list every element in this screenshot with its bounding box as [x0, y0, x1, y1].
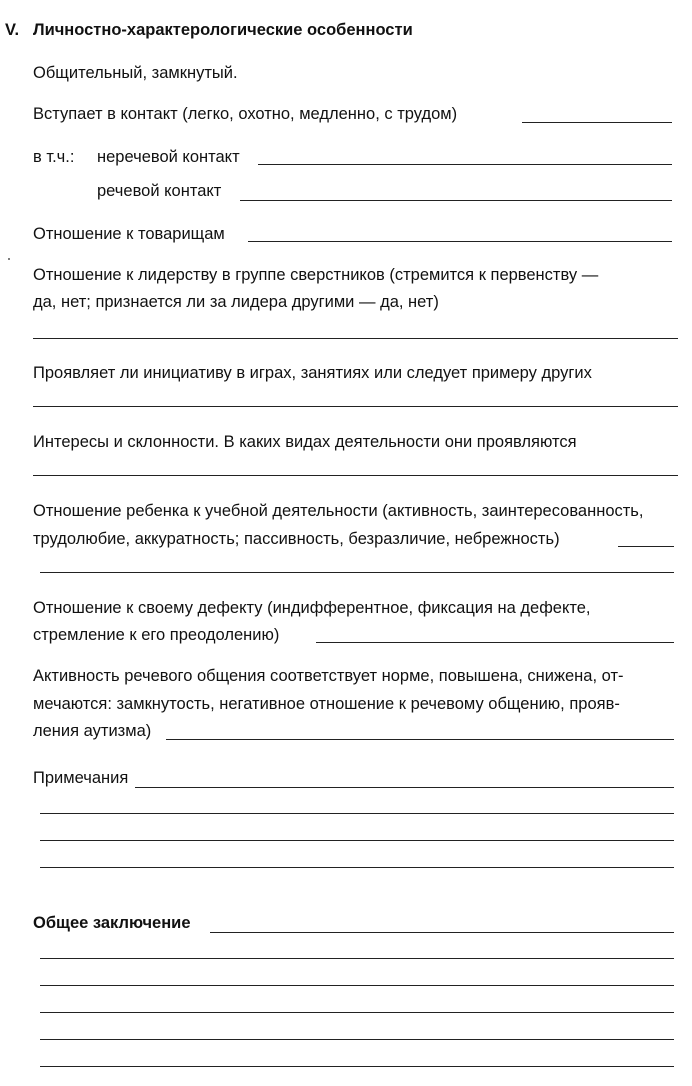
contact-label: Вступает в контакт (легко, охотно, медленно, с трудом) [33, 105, 458, 123]
notes-line-2[interactable] [40, 813, 674, 814]
section-title: Личностно-характерологические особенности [33, 21, 413, 39]
conclusion-line-1[interactable] [210, 932, 674, 933]
contact-prefix: в т.ч.: [33, 148, 75, 166]
defect-text-1: Отношение к своему дефекту (индифферентное, фиксация на дефекте, [33, 599, 591, 617]
conclusion-line-6[interactable] [40, 1066, 674, 1067]
sociability-text: Общительный, замкнутый. [33, 64, 238, 82]
nonverbal-contact-line[interactable] [258, 164, 672, 165]
initiative-label: Проявляет ли инициативу в играх, занятиях или следует примеру других [33, 364, 592, 382]
speech-text-3: ления аутизма) [33, 722, 152, 740]
verbal-contact-label: речевой контакт [97, 182, 222, 200]
speech-text-1: Активность речевого общения соответствует норме, повышена, снижена, от- [33, 667, 624, 685]
conclusion-line-2[interactable] [40, 958, 674, 959]
leadership-line[interactable] [33, 338, 678, 339]
interests-label: Интересы и склонности. В каких видах деятельности они проявляются [33, 433, 577, 451]
peers-line[interactable] [248, 241, 672, 242]
verbal-contact-line[interactable] [240, 200, 672, 201]
leadership-text-1: Отношение к лидерству в группе сверстников (стремится к первенству — [33, 266, 599, 284]
conclusion-line-3[interactable] [40, 985, 674, 986]
peers-label: Отношение к товарищам [33, 225, 225, 243]
defect-text-2: стремление к его преодолению) [33, 626, 280, 644]
notes-line-1[interactable] [135, 787, 674, 788]
section-number: V. [5, 21, 20, 39]
defect-line[interactable] [316, 642, 674, 643]
nonverbal-contact-label: неречевой контакт [97, 148, 240, 166]
conclusion-label: Общее заключение [33, 914, 191, 932]
notes-line-4[interactable] [40, 867, 674, 868]
learning-line-short[interactable] [618, 546, 674, 547]
speech-text-2: мечаются: замкнутость, негативное отношение к речевому общению, прояв- [33, 695, 620, 713]
leadership-text-2: да, нет; признается ли за лидера другими — да, нет) [33, 293, 439, 311]
interests-line[interactable] [33, 475, 678, 476]
notes-label: Примечания [33, 769, 129, 787]
conclusion-line-4[interactable] [40, 1012, 674, 1013]
contact-answer-line[interactable] [522, 122, 672, 123]
learning-line[interactable] [40, 572, 674, 573]
conclusion-line-5[interactable] [40, 1039, 674, 1040]
notes-line-3[interactable] [40, 840, 674, 841]
scan-speck [8, 258, 10, 260]
learning-text-1: Отношение ребенка к учебной деятельности (активность, заинтересованность, [33, 502, 644, 520]
initiative-line[interactable] [33, 406, 678, 407]
learning-text-2: трудолюбие, аккуратность; пассивность, безразличие, небрежность) [33, 530, 560, 548]
speech-line[interactable] [166, 739, 674, 740]
